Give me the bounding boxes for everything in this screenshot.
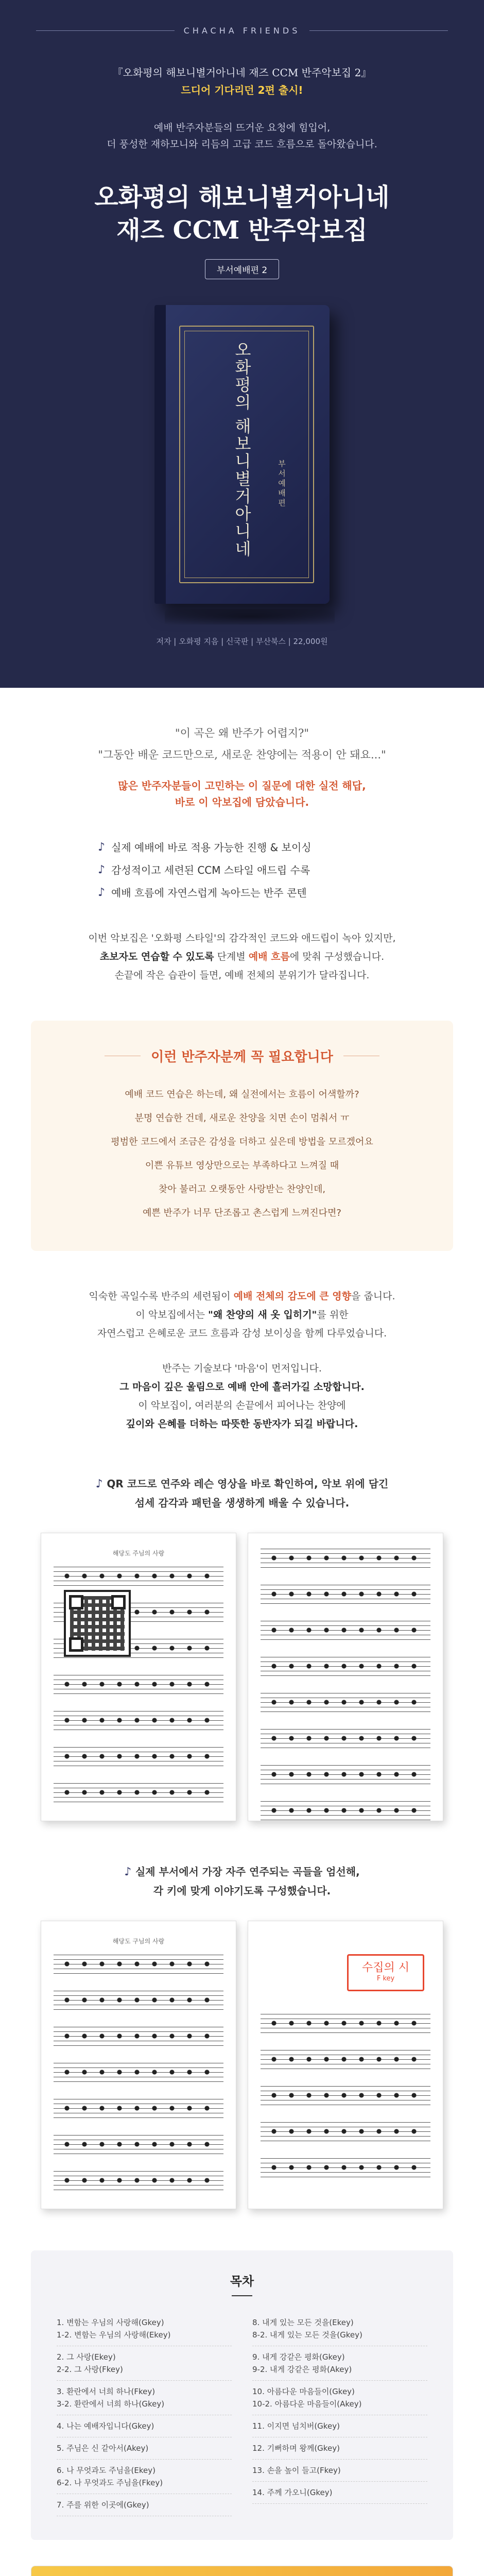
book-cover-subtitle: 부서예배편 [277, 460, 286, 509]
score-page [248, 1921, 443, 2209]
toc-item: 5. 주님은 신 같아서(Akey) [57, 2437, 232, 2460]
divider [36, 30, 175, 31]
score-preview-pair [31, 1921, 453, 2209]
target-audience-list [62, 1083, 422, 1225]
hero-sub-line2: 더 풍성한 재하모니와 리듬의 고급 코드 흐름으로 돌아왔습니다. [107, 139, 377, 150]
book-shadow [165, 609, 335, 624]
toc-title: 목차 [230, 2274, 254, 2289]
brand-name: CHACHA FRIENDS [183, 26, 301, 36]
table-of-contents [31, 2250, 453, 2540]
music-note-icon: ♪ [95, 1478, 107, 1490]
key-highlight-box [347, 1954, 424, 1991]
toc-item: 14. 주께 가오니(Gkey) [252, 2482, 427, 2504]
staff [54, 2027, 223, 2047]
staff [261, 1765, 430, 1786]
staff [261, 1585, 430, 1605]
title-line1: 오화평의 해보니별거아니네 [94, 183, 390, 212]
title-line2: 재즈 CCM 반주악보집 [116, 216, 368, 245]
staff [54, 1747, 223, 1768]
staff [261, 1549, 430, 1569]
staff [261, 1657, 430, 1677]
toc-item: 1. 변함는 우님의 사랑해(Gkey) 1-2. 변함는 우님의 사랑해(Ekey) [57, 2312, 232, 2346]
quote-block [41, 724, 443, 764]
channel-banner [31, 2566, 453, 2576]
music-note-icon: ♪ [98, 841, 106, 854]
toc-item: 12. 기뻐하며 왕께(Gkey) [252, 2437, 427, 2460]
hero-intro-line1: 『오화평의 해보니별거아니네 재즈 CCM 반주악보집 2』 [112, 66, 372, 79]
key-label: 수집의 시 [361, 1961, 409, 1974]
staff [261, 1729, 430, 1750]
toc-item: 8. 내게 있는 모든 것을(Ekey) 8-2. 내게 있는 모든 것을(Gkey) [252, 2312, 427, 2346]
hero-section [0, 0, 484, 688]
feature-checklist [98, 836, 386, 904]
score-title: 해당도 구님의 사랑 [112, 1938, 165, 1945]
list-item: 분명 연습한 건데, 새로운 찬양을 치면 손이 멈춰서 ㅠ [134, 1113, 350, 1124]
music-note-icon: ♪ [98, 886, 106, 899]
qr-code-icon[interactable] [64, 1590, 131, 1657]
list-item: 찾아 불러고 오랫동안 사랑받는 찬양인데, [158, 1184, 326, 1195]
intro-emphasis-line1: 많은 반주자분들이 고민하는 이 질문에 대한 실전 해답, [118, 779, 366, 792]
intro-para-line3: 손끝에 작은 습관이 들면, 예배 전체의 분위기가 달라집니다. [114, 970, 370, 981]
brand-bar [36, 26, 448, 36]
intro-para-line1: 이번 악보집은 '오화평 스타일'의 감각적인 코드와 애드립이 녹아 있지만, [88, 933, 396, 944]
staff [261, 2086, 430, 2107]
philosophy-para1: 익숙한 곡일수록 반주의 세련됨이 예배 전체의 감도에 큰 영향을 줍니다. 이 악보집에서는 "왜 찬양의 새 옷 입히기"를 위한 자연스럽고 은혜로운 코드 흐름과 감성 보이싱을 함께 다루었습니다. [89, 1291, 395, 1339]
key-sub: F key [376, 1975, 395, 1982]
music-note-icon: ♪ [124, 1866, 135, 1878]
list-item: ♪ 감성적이고 세련된 CCM 스타일 애드립 수록 [98, 859, 386, 882]
toc-column-left [57, 2312, 232, 2516]
toc-item: 9. 내게 강같은 평화(Gkey) 9-2. 내게 강같은 평화(Akey) [252, 2346, 427, 2381]
intro-emphasis-line2: 바로 이 악보집에 담았습니다. [175, 796, 309, 808]
intro-paragraph [41, 929, 443, 985]
staff [54, 2099, 223, 2120]
qr-feature-text: ♪ QR 코드로 연주와 레슨 영상을 바로 확인하여, 악보 위에 담긴 섬세 감각과 패턴을 생생하게 배울 수 있습니다. [95, 1478, 389, 1509]
key-feature-section [0, 1832, 484, 2219]
toc-item: 6. 나 무엇과도 주님을(Ekey) 6-2. 나 무엇과도 주님을(Fkey) [57, 2460, 232, 2494]
youtube-channel-preview[interactable] [31, 2566, 453, 2576]
staff [261, 2014, 430, 2035]
list-item: 평범한 코드에서 조금은 감성을 더하고 싶은데 방법을 모르겠어요 [111, 1137, 373, 1147]
toc-columns [57, 2312, 427, 2516]
qr-feature-section [0, 1454, 484, 1832]
book-cover-title: 오화평의 해보니별거아니네 [232, 341, 252, 558]
staff [54, 1567, 223, 1587]
score-title: 해당도 주님의 사랑 [112, 1550, 165, 1557]
toc-item: 7. 주를 위한 이곳에(Gkey) [57, 2494, 232, 2516]
intro-para-line2: 초보자도 연습할 수 있도록 단계별 예배 흐름에 맞춰 구성했습니다. [99, 951, 385, 962]
staff [261, 1801, 430, 1821]
quote-2: "그동안 배운 코드만으로, 새로운 찬양에는 적용이 안 돼요..." [98, 749, 386, 761]
toc-item: 11. 이지면 넘치버(Gkey) [252, 2415, 427, 2437]
staff [54, 1675, 223, 1696]
score-page [41, 1533, 236, 1821]
score-page [41, 1921, 236, 2209]
hero-sub-line1: 예배 반주자분들의 뜨거운 요청에 힘입어, [153, 122, 331, 133]
staff [261, 1621, 430, 1641]
staff [54, 1955, 223, 1975]
staff [54, 2135, 223, 2156]
target-audience-box [31, 1021, 453, 1251]
divider [232, 2295, 252, 2296]
philosophy-section [0, 1251, 484, 1454]
book [154, 305, 330, 604]
quote-1: "이 곡은 왜 반주가 어렵지?" [175, 727, 309, 739]
score-preview-pair [31, 1533, 453, 1821]
list-item: 예쁜 반주가 너무 단조롭고 촌스럽게 느껴진다면? [143, 1208, 341, 1218]
hero-intro [36, 64, 448, 99]
score-page [248, 1533, 443, 1821]
book-spine [154, 305, 166, 604]
toc-item: 4. 나는 예배자입니다(Gkey) [57, 2415, 232, 2437]
toc-item: 13. 손을 높이 들고(Fkey) [252, 2460, 427, 2482]
toc-item: 3. 환란에서 너희 하나(Fkey) 3-2. 환란에서 너희 하나(Gkey) [57, 2381, 232, 2415]
staff [261, 2158, 430, 2179]
divider [309, 30, 448, 31]
page-title [36, 181, 448, 247]
staff [54, 1991, 223, 2011]
staff [54, 1783, 223, 1804]
book-cover-image [134, 305, 350, 624]
staff [54, 2063, 223, 2083]
list-item: ♪ 예배 흐름에 자연스럽게 녹아드는 반주 콘텐 [98, 882, 386, 904]
staff [54, 1711, 223, 1732]
hero-intro-line2: 드디어 기다리던 2편 출시! [181, 84, 303, 96]
intro-section [0, 688, 484, 1015]
list-item: 이쁜 유튜브 영상만으로는 부족하다고 느껴질 때 [145, 1160, 339, 1171]
hero-subtext [36, 120, 448, 152]
staff [54, 2171, 223, 2192]
edition-badge: 부서예배편 2 [205, 259, 279, 279]
toc-item: 10. 아름다운 마음들이(Gkey) 10-2. 아름다운 마음들이(Akey) [252, 2381, 427, 2415]
staff [261, 2122, 430, 2143]
key-feature-text: ♪ 실제 부서에서 가장 자주 연주되는 곡들을 엄선해, 각 키에 맞게 이야기도록 구성했습니다. [124, 1866, 360, 1897]
staff [261, 2050, 430, 2071]
list-item: ♪ 실제 예배에 바로 적용 가능한 진행 & 보이싱 [98, 836, 386, 859]
book-meta: 저자 | 오화평 지음 | 신국판 | 부산북스 | 22,000원 [156, 637, 328, 646]
staff [261, 1693, 430, 1714]
philosophy-para2: 반주는 기술보다 '마음'이 먼저입니다. 그 마음이 깊은 울림으로 예배 안에 흘러가길 소망합니다. 이 악보집이, 여러분의 손끝에서 피어나는 찬양에 깊이와 은혜를 더하는 따뜻한 동반자가 되길 바랍니다. [119, 1363, 365, 1430]
music-note-icon: ♪ [98, 863, 106, 876]
toc-column-right [252, 2312, 427, 2516]
list-item: 예배 코드 연습은 하는데, 왜 실전에서는 흐름이 어색할까? [125, 1089, 359, 1100]
intro-emphasis [41, 777, 443, 810]
target-audience-title: 이런 반주자분께 꼭 필요합니다 [62, 1046, 422, 1065]
toc-item: 2. 그 사랑(Ekey) 2-2. 그 사랑(Fkey) [57, 2346, 232, 2381]
